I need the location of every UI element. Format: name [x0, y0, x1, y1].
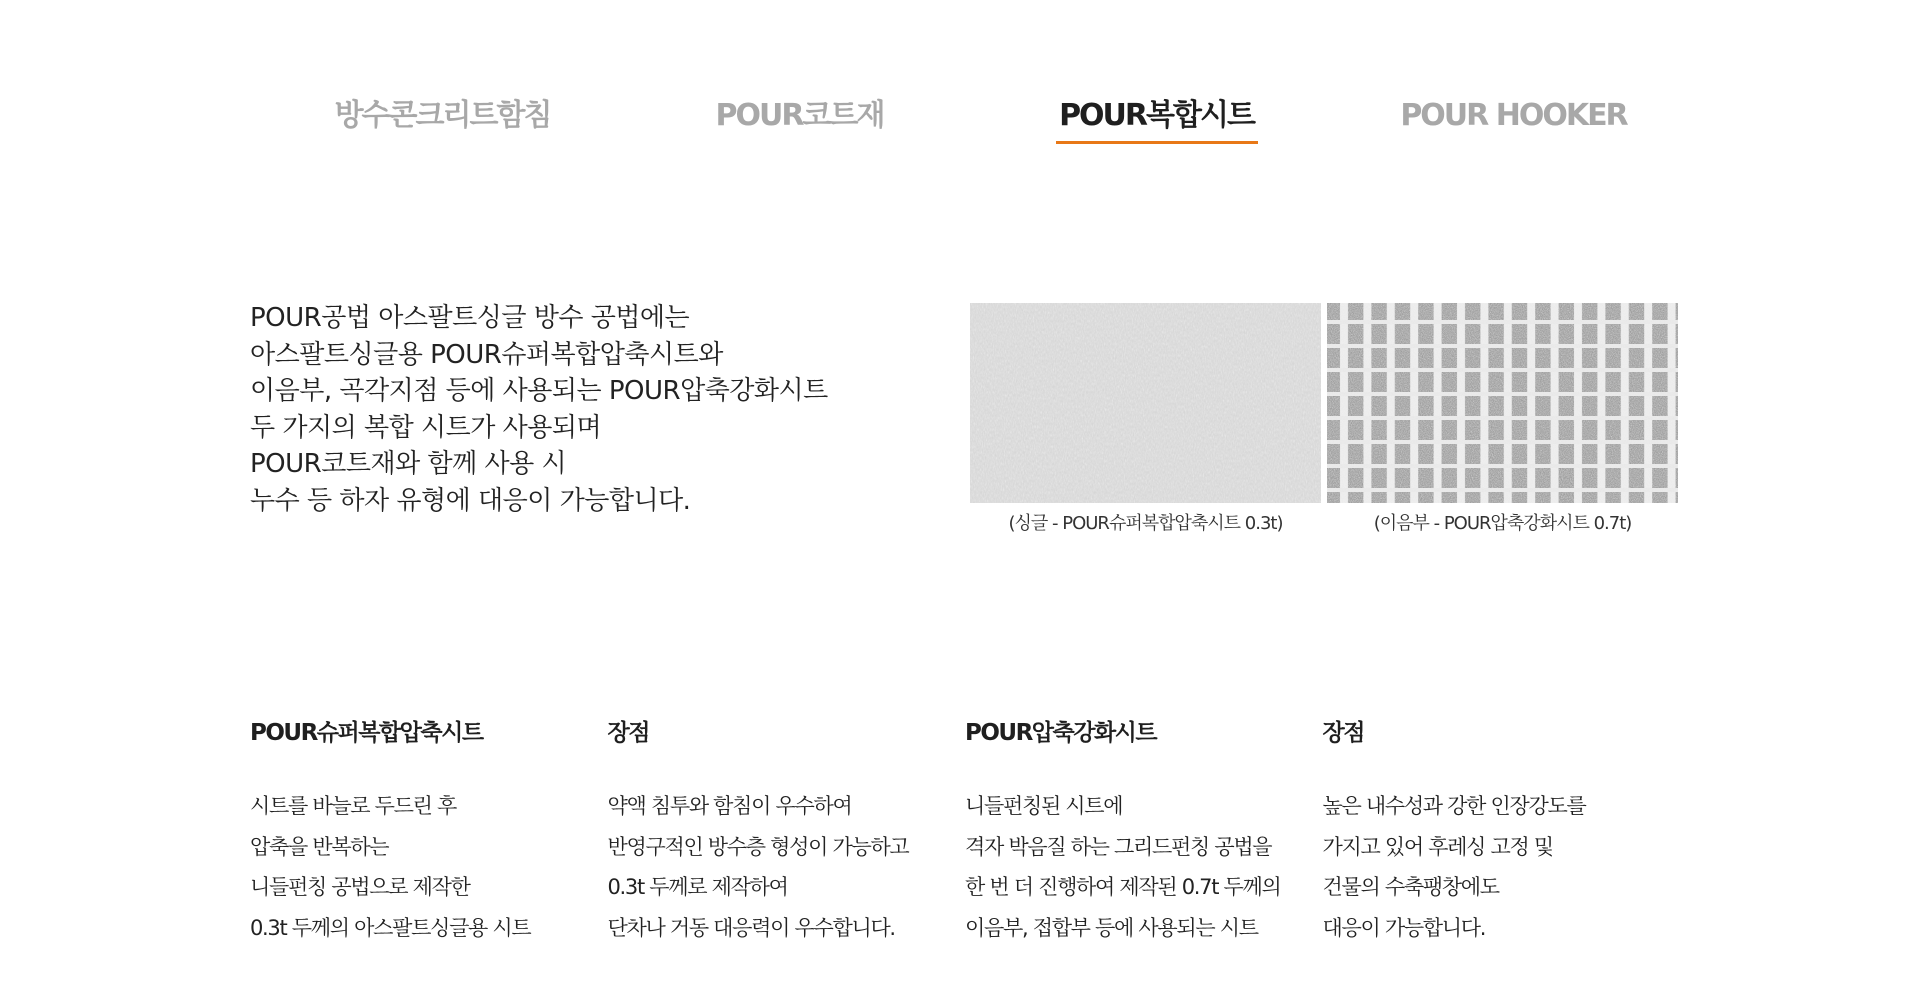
- column-line: 0.3t 두께로 제작하여: [607, 875, 788, 899]
- column-line: 압축을 반복하는: [250, 834, 389, 859]
- column-line: 대응이 가능합니다.: [1322, 915, 1486, 940]
- single-sheet-caption: (싱글 - POUR슈퍼복합압축시트 0.3t): [1008, 513, 1283, 534]
- column-line: 이음부, 접합부 등에 사용되는 시트: [965, 915, 1258, 940]
- sheet-gallery: [970, 303, 1678, 535]
- column-title: 장점: [1322, 720, 1364, 746]
- single-sheet-figure: [970, 303, 1321, 535]
- column-line: 니들펀칭 공법으로 제작한: [250, 875, 470, 899]
- intro-line: 누수 등 하자 유형에 대응이 가능합니다.: [250, 485, 691, 516]
- column-line: 0.3t 두께의 아스팔트싱글용 시트: [250, 915, 531, 940]
- intro-line: 두 가지의 복합 시트가 사용되며: [250, 412, 602, 443]
- tab-pour-composite-sheet[interactable]: POUR복합시트: [978, 96, 1335, 144]
- column-line: 단차나 거동 대응력이 우수합니다.: [607, 915, 895, 940]
- feature-columns: [250, 716, 1680, 948]
- column-line: 가지고 있어 후레싱 고정 및: [1322, 834, 1553, 859]
- intro-line: POUR공법 아스팔트싱글 방수 공법에는: [250, 303, 690, 333]
- column-line: 한 번 더 진행하여 제작된 0.7t 두께의: [965, 875, 1281, 899]
- column-line: 건물의 수축팽창에도: [1322, 875, 1499, 899]
- intro-text: [250, 300, 870, 519]
- column-reinforced-sheet: [965, 716, 1323, 948]
- column-title: 장점: [607, 720, 649, 746]
- column-line: 니들펀칭된 시트에: [965, 794, 1123, 818]
- joint-sheet-figure: [1327, 303, 1678, 535]
- product-tabs: [264, 96, 1692, 144]
- intro-line: 이음부, 곡각지점 등에 사용되는 POUR압축강화시트: [250, 376, 828, 406]
- joint-sheet-caption: (이음부 - POUR압축강화시트 0.7t): [1373, 513, 1632, 534]
- tab-pour-coat[interactable]: POUR코트재: [715, 98, 884, 133]
- column-line: 격자 박음질 하는 그리드펀칭 공법을: [965, 834, 1272, 859]
- intro-line: 아스팔트싱글용 POUR슈퍼복합압축시트와: [250, 339, 723, 370]
- column-line: 높은 내수성과 강한 인장강도를: [1322, 794, 1586, 818]
- column-line: 시트를 바늘로 두드린 후: [250, 794, 456, 818]
- column-super-composite-sheet: [250, 716, 608, 948]
- column-line: 반영구적인 방수층 형성이 가능하고: [607, 834, 909, 859]
- intro-line: POUR코트재와 함께 사용 시: [250, 449, 567, 479]
- column-advantages-1: [608, 716, 966, 948]
- tab-waterproof-concrete[interactable]: 방수콘크리트함침: [334, 98, 551, 133]
- grid-reinforced-sheet-image: [1327, 303, 1678, 503]
- tab-pour-hooker[interactable]: POUR HOOKER: [1400, 98, 1627, 133]
- column-title: POUR압축강화시트: [965, 720, 1157, 746]
- column-title: POUR슈퍼복합압축시트: [250, 720, 483, 746]
- column-line: 약액 침투와 함침이 우수하여: [607, 794, 852, 818]
- nonwoven-sheet-image: [970, 303, 1321, 503]
- column-advantages-2: [1323, 716, 1681, 948]
